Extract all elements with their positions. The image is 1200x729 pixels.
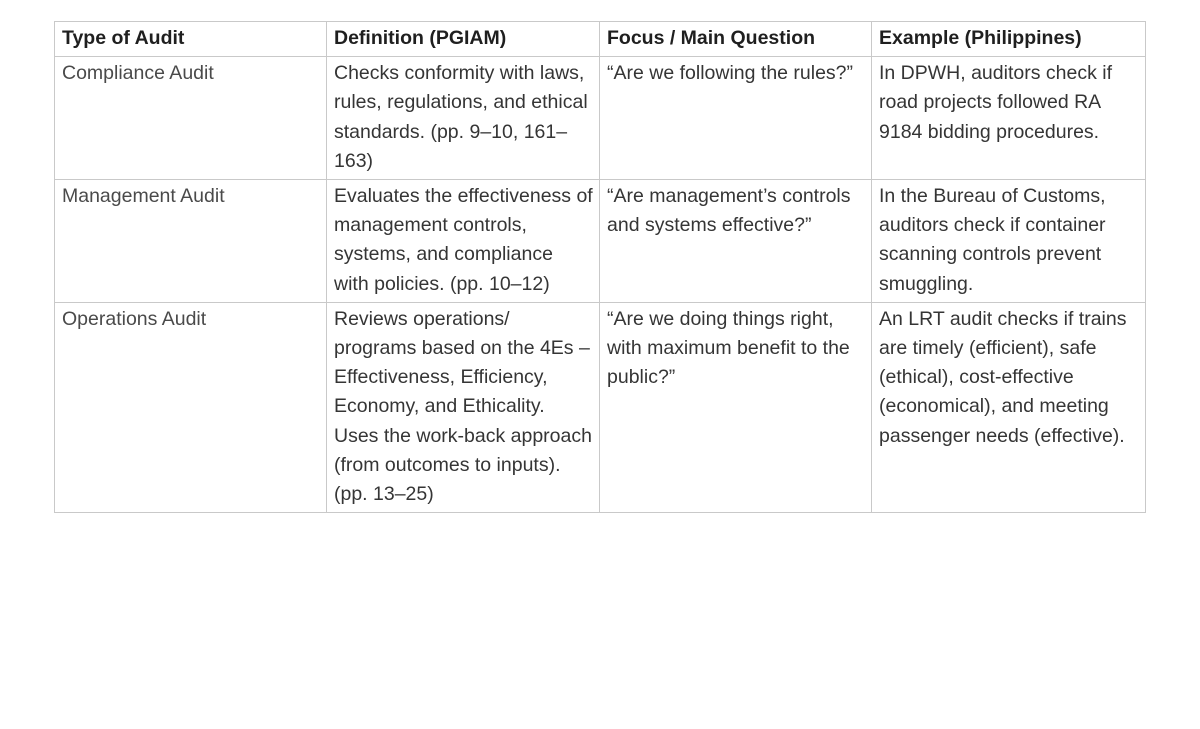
audit-types-table [54, 21, 1146, 513]
cell-focus: “Are we following the rules?” [600, 57, 872, 180]
table-row-operations [55, 302, 1146, 512]
table-row-compliance [55, 57, 1146, 180]
cell-definition: Checks conformity with laws, rules, regulations, and ethical standards. (pp. 9–10, 161–163) [327, 57, 600, 180]
cell-example: In DPWH, auditors check if road projects followed RA 9184 bidding procedures. [872, 57, 1146, 180]
header-type-of-audit: Type of Audit [55, 22, 327, 57]
header-definition: Definition (PGIAM) [327, 22, 600, 57]
table-row-management [55, 180, 1146, 303]
table-header [55, 22, 1146, 57]
cell-definition: Evaluates the effectiveness of management controls, systems, and compliance with policies. (pp. 10–12) [327, 180, 600, 303]
header-example: Example (Philippines) [872, 22, 1146, 57]
cell-type: Compliance Audit [55, 57, 327, 180]
cell-definition: Reviews operations/ programs based on the 4Es – Effectiveness, Efficiency, Economy, and Ethicality. Uses the work-back approach (from outcomes to inputs). (pp. 13–25) [327, 302, 600, 512]
cell-example: An LRT audit checks if trains are timely (efficient), safe (ethical), cost-effective (economical), and meeting passenger needs (effective). [872, 302, 1146, 512]
header-focus: Focus / Main Question [600, 22, 872, 57]
cell-example: In the Bureau of Customs, auditors check if container scanning controls prevent smuggling. [872, 180, 1146, 303]
cell-focus: “Are we doing things right, with maximum benefit to the public?” [600, 302, 872, 512]
table-body [55, 57, 1146, 513]
cell-type: Management Audit [55, 180, 327, 303]
header-row [55, 22, 1146, 57]
cell-type: Operations Audit [55, 302, 327, 512]
cell-focus: “Are management’s controls and systems effective?” [600, 180, 872, 303]
